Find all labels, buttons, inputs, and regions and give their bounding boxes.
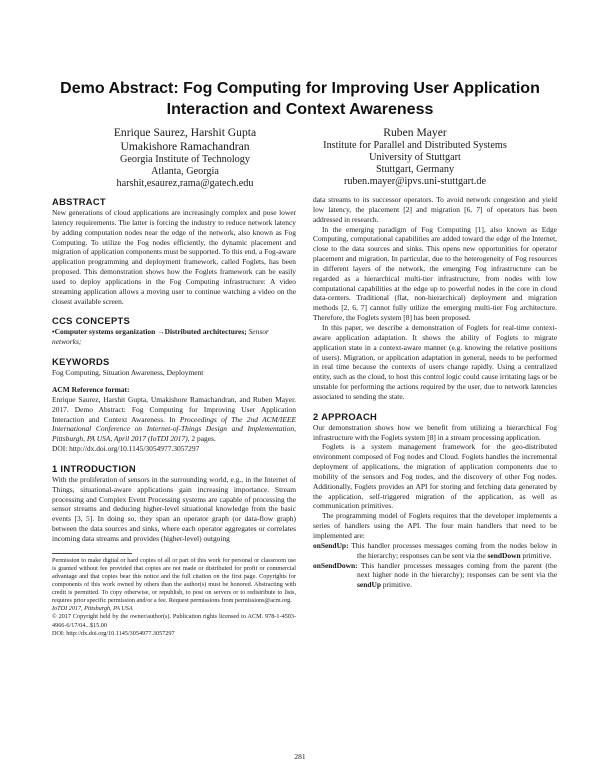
handler-definition-onsendup <box>313 541 557 561</box>
author-email: harshit,esaurez,rama@gatech.edu <box>116 178 254 189</box>
handler-primitive: sendUp <box>357 580 381 590</box>
handler-desc-end: primitive. <box>520 550 552 560</box>
handler-desc: This handler processes messages coming from the nodes below in the hierarchy; responses can be sent via the <box>348 540 557 560</box>
paper-title: Demo Abstract: Fog Computing for Improving User Application Interaction and Context Awareness <box>60 80 540 118</box>
abstract-text: New generations of cloud applications are increasingly complex and pose lower latency requirements. The latter is forcing the industry to reduce network latency by adding computation nodes near the edge of the network, also known as Fog Computing. To utilize the Fog nodes efficiently, the dynamic placement and migration of application components must be supported. To this end, a Fog-aware application programming and deployment framework, called Foglets, has been proposed. This demonstration shows how the Foglets framework can be easily used to deploy applications in the Fog Computing infrastructure: A video streaming application allows a moving user to continue watching a video on the closest available screen. <box>52 208 296 306</box>
approach-heading: 2 APPROACH <box>313 410 378 422</box>
approach-paragraph-2: Foglets is a system management framework for the geo-distributed environment composed of Fog nodes and Cloud. Foglets handles the incremental deployment of applications, the migration of application components due to mobility of the sensors and Fog nodes, and the discovery of other Fog nodes. Additionally, Foglets provides an API for storing and fetching data generated by the application, self-triggered migration of the application, as well as communication primitives. <box>313 442 557 511</box>
handler-desc: This handler processes messages coming from the parent (the next higher node in the hierarchy); responses can be sent via the <box>357 560 557 580</box>
acm-reference-text <box>52 395 296 444</box>
handler-desc-end: primitive. <box>380 580 412 590</box>
author-affiliation: Georgia Institute of Technology <box>120 153 250 165</box>
author-block-stuttgart <box>315 126 515 189</box>
footnote-venue-text: IoTDI 2017, Pittsburgh, PA USA <box>52 605 133 613</box>
author-names: Umakishore Ramachandran <box>120 139 250 153</box>
introduction-heading: 1 INTRODUCTION <box>52 462 136 474</box>
author-city: Atlanta, Georgia <box>151 165 219 177</box>
intro-continued-paragraph: data streams to its successor operators. To avoid network congestion and yield low latency, the placement [2] and migration [6, 7] of operators has been addressed in research. <box>313 195 557 224</box>
footnote-rule <box>52 553 132 554</box>
author-email: ruben.mayer@ipvs.uni-stuttgart.de <box>343 176 487 188</box>
handler-term-onsenddown: onSendDown: <box>313 560 358 570</box>
page-number: 281 <box>294 752 306 761</box>
handler-term-onsendup: onSendUp: <box>313 540 349 550</box>
acm-reference-label: ACM Reference format: <box>52 384 130 394</box>
ccs-concepts <box>52 327 296 347</box>
ccs-concept-italic: Sensor networks; <box>52 327 269 347</box>
author-names: Enrique Saurez, Harshit Gupta <box>113 126 257 139</box>
acm-reference-doi[interactable]: DOI: http://dx.doi.org/10.1145/3054977.3057297 <box>52 444 200 454</box>
keywords-text: Fog Computing, Situation Awareness, Deployment <box>52 368 204 378</box>
footnote-venue <box>52 605 296 613</box>
keywords-heading: KEYWORDS <box>52 356 110 368</box>
introduction-text: With the proliferation of sensors in the surrounding world, e.g., in the Internet of Things, situational-aware applications gain increasing importance. Stream processing and Complex Event Processing systems are capable of processing the sensor streams and deducing higher-level situational knowledge from the basic events [3, 5]. In doing so, they span an operator graph (or data-flow graph) between the data sources and sinks, where each operator aggregates or correlates incoming data streams and provides (higher-level) outgoing <box>52 474 296 543</box>
ccs-concept-bold: •Computer systems organization →Distributed architectures; <box>52 327 247 337</box>
demo-description-paragraph: In this paper, we describe a demonstration of Foglets for real-time context-aware application adaptation. It shows the ability of Foglets to migrate application state in a context-aware manner (e.g. knowing the relative positions of users). Migration, or application adaptation in general, needs to be performed in real time because the contexts of users change rapidly. Using a centralized entity, such as the cloud, to host this control logic could cause irritating lags or be unstable for performing the actions required by the user, due to network latencies associated to sending the state. <box>313 322 557 401</box>
abstract-heading: ABSTRACT <box>52 196 106 207</box>
handler-primitive: sendDown <box>487 550 521 560</box>
author-city: Stuttgart, Germany <box>375 164 455 176</box>
author-affiliation: Institute for Parallel and Distributed Systems <box>323 139 507 151</box>
acm-reference-heading <box>52 385 296 395</box>
acm-reference-proceedings: Proceedings of The 2nd ACM/IEEE International Conference on Internet-of-Things Design and Implementation, Pittsburgh, PA USA, April 2017 (IoTDI 2017), <box>52 414 296 444</box>
acm-reference-pages: 2 pages. <box>189 434 216 444</box>
acm-reference-plain: Enrique Saurez, Harshit Gupta, Umakishore Ramachandran, and Ruben Mayer. 2017. Demo Abstract: Fog Computing for Improving User Application Interaction and Context Awareness. In <box>52 394 296 424</box>
footnote-permission: Permission to make digital or hard copies of all or part of this work for personal or classroom use is granted without fee provided that copies are not made or distributed for profit or commercial advantage and that copies bear this notice and the full citation on the first page. Copyrights for components of this work owned by others than the author(s) must be honored. Abstracting with credit is permitted. To copy otherwise, or republish, to post on servers or to redistribute to lists, requires prior specific permission and/or a fee. Request permissions from permissions@acm.org. <box>52 556 296 605</box>
footnote-copyright: © 2017 Copyright held by the owner/author(s). Publication rights licensed to ACM. 978-1-4503-4966-6/17/04...$15.00 <box>52 613 296 629</box>
ccs-heading: CCS CONCEPTS <box>52 315 131 327</box>
author-institution: University of Stuttgart <box>369 152 461 163</box>
fog-computing-paragraph: In the emerging paradigm of Fog Computing [1], also known as Edge Computing, computational capabilities are added toward the edge of the Internet, close to the data sources and sinks. This opens new opportunities for operator placement and migration. In particular, due to the heterogeneity of Fog resources in different layers of the network, the emerging Fog infrastructure can be regarded as a hierarchical multi-tier infrastructure, from nodes with low computational capabilities at the edge up to powerful nodes in the core in cloud data-centers. Traditional (flat, non-hierarchical) deployment and migration methods [2, 6, 7] cannot fully utilize the emerging multi-tier Fog architecture. Therefore, the Foglets system [8] has been proposed. <box>313 224 557 323</box>
right-column <box>313 195 557 590</box>
approach-paragraph-3: The programming model of Foglets requires that the developer implements a series of handlers using the API. The four main handlers that need to be implemented are: <box>313 511 557 540</box>
author-block-georgia-tech <box>60 126 310 190</box>
approach-paragraph-1: Our demonstration shows how we benefit from utilizing a hierarchical Fog infrastructure with the Foglets system [8] in a stream processing application. <box>313 422 557 442</box>
footnote-doi[interactable]: DOI: http://dx.doi.org/10.1145/3054977.3057297 <box>52 629 175 637</box>
handler-definition-onsenddown <box>313 561 557 591</box>
author-names: Ruben Mayer <box>383 126 447 139</box>
left-column <box>52 196 296 638</box>
